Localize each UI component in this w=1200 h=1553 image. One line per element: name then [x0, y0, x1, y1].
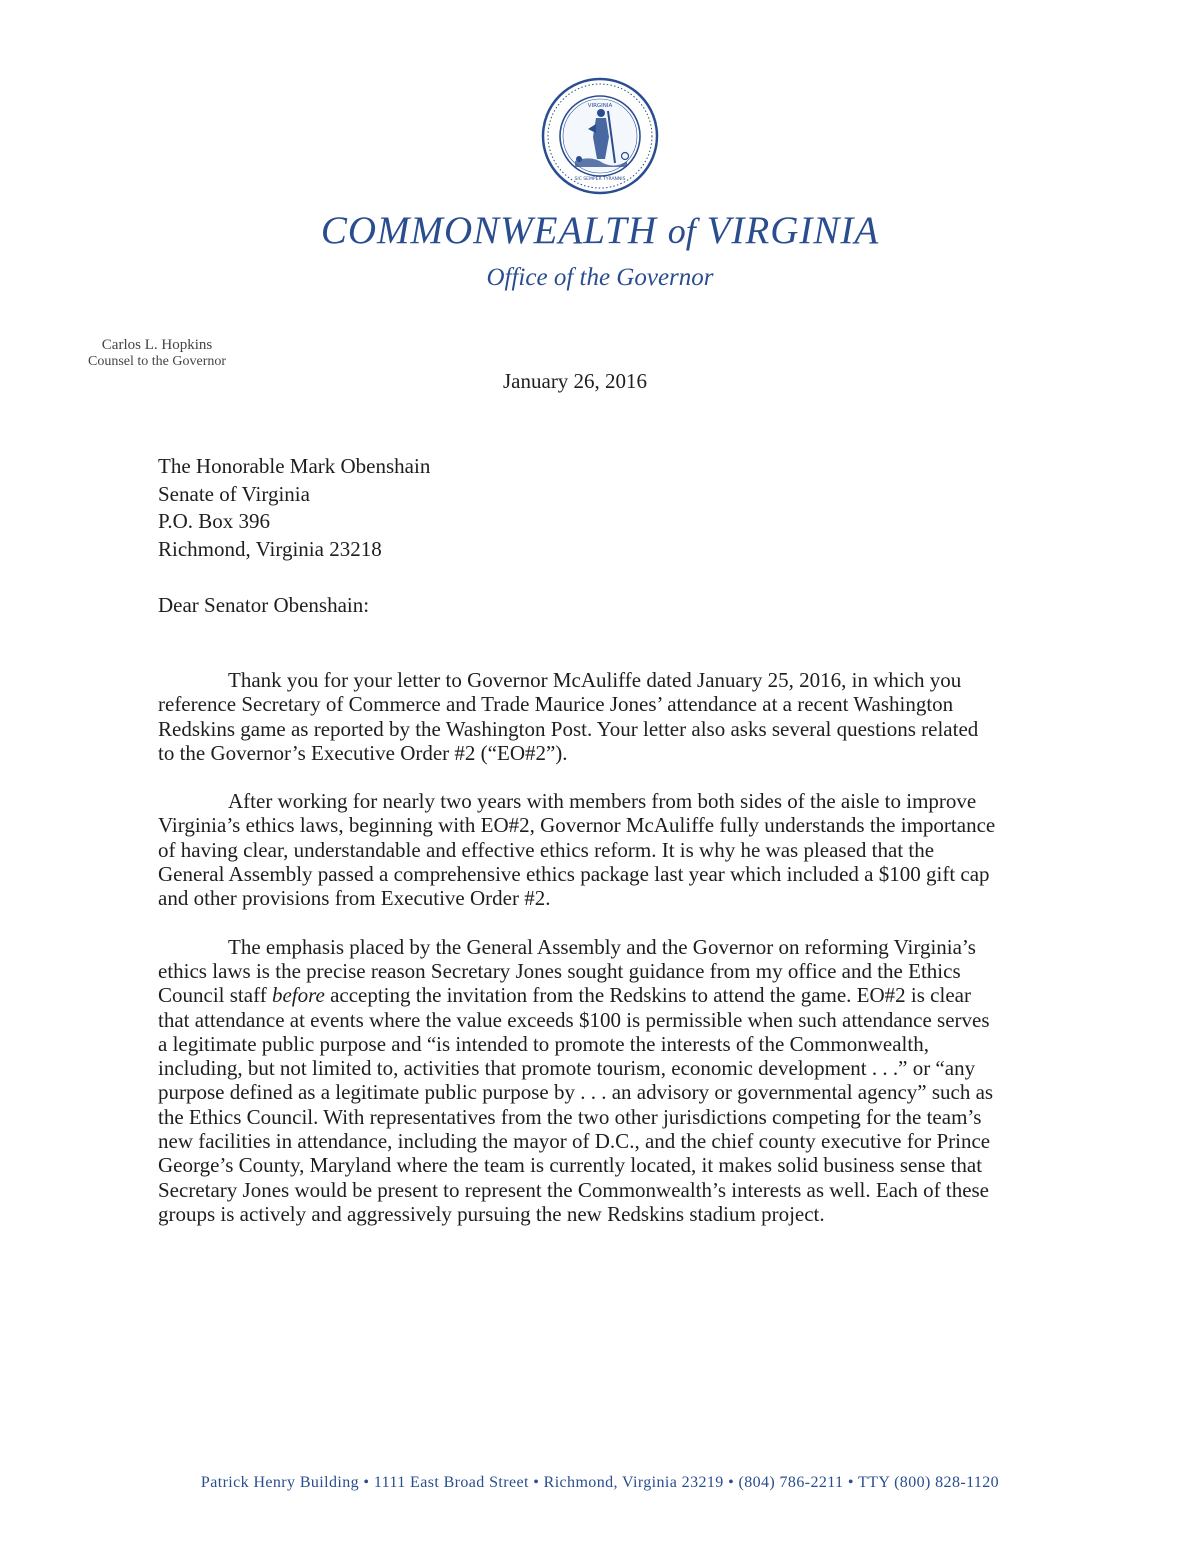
recipient-line: Senate of Virginia — [158, 481, 310, 506]
recipient-line: The Honorable Mark Obenshain — [158, 454, 431, 478]
salutation: Dear Senator Obenshain: — [158, 593, 370, 617]
recipient-address — [158, 453, 430, 563]
sender-title: Counsel to the Governor — [87, 354, 227, 369]
recipient-line: P.O. Box 396 — [158, 509, 271, 533]
seal-motto: SIC SEMPER TYRANNIS — [574, 177, 626, 182]
letter-body — [158, 668, 998, 1250]
body-paragraph — [158, 935, 998, 1227]
letterhead-footer: Patrick Henry Building • 1111 East Broad Street • Richmond, Virginia 23219 • (804) 786-2211 • TTY (800) 828-1120 — [200, 1474, 1000, 1491]
title-virginia: VIRGINIA — [706, 209, 880, 252]
state-seal — [541, 77, 659, 195]
recipient-line: Richmond, Virginia 23218 — [158, 536, 382, 561]
seal-graphic — [541, 77, 659, 195]
body-paragraph: Thank you for your letter to Governor McAuliffe dated January 25, 2016, in which you reference Secretary of Commerce and Trade Maurice Jones’ attendance at a recent Washington Redskins game as reported by the Washington Post. Your letter also asks several questions related to the Governor’s Executive Order #2 (“EO#2”). — [158, 668, 979, 765]
letterhead-subtitle: Office of the Governor — [486, 264, 714, 291]
letterhead-title — [0, 208, 1200, 253]
body-paragraph: After working for nearly two years with members from both sides of the aisle to improve Virginia’s ethics laws, beginning with EO#2, Governor McAuliffe fully understands the importance of having clear, understandable and effective ethics reform. It is why he was pleased that the General Assembly passed a comprehensive ethics package last year which included a $100 gift cap and other provisions from Executive Order #2. — [158, 789, 996, 911]
sender-block — [52, 336, 262, 370]
emphasized-word: before — [271, 983, 325, 1008]
title-of: of — [667, 211, 696, 251]
sender-name: Carlos L. Hopkins — [101, 337, 213, 353]
letter-date: January 26, 2016 — [503, 369, 648, 393]
seal-word-top: VIRGINIA — [587, 103, 613, 109]
title-commonwealth: COMMONWEALTH — [320, 209, 658, 252]
paragraph-text: The emphasis placed by the General Assembly and the Governor on reforming Virginia’s ethics laws is the precise reason Secretary Jones sought guidance from my office and the Ethics Council staff — [158, 934, 976, 1008]
paragraph-text: accepting the invitation from the Redskins to attend the game. EO#2 is clear that attendance at events where the value exceeds $100 is permissible when such attendance serves a legitimate public purpose and “is intended to promote the interests of the Commonwealth, including, but not limited to, activities that promote tourism, economic development . . .” or “any purpose defined as a legitimate public purpose by . . . an advisory or governmental agency” such as the Ethics Council. With representatives from the two other jurisdictions competing for the team’s new facilities in attendance, including the mayor of D.C., and the chief county executive for Prince George’s County, Maryland where the team is currently located, it makes solid business sense that Secretary Jones would be present to represent the Commonwealth’s interests as well. Each of these groups is actively and aggressively pursuing the new Redskins stadium project. — [158, 983, 994, 1226]
